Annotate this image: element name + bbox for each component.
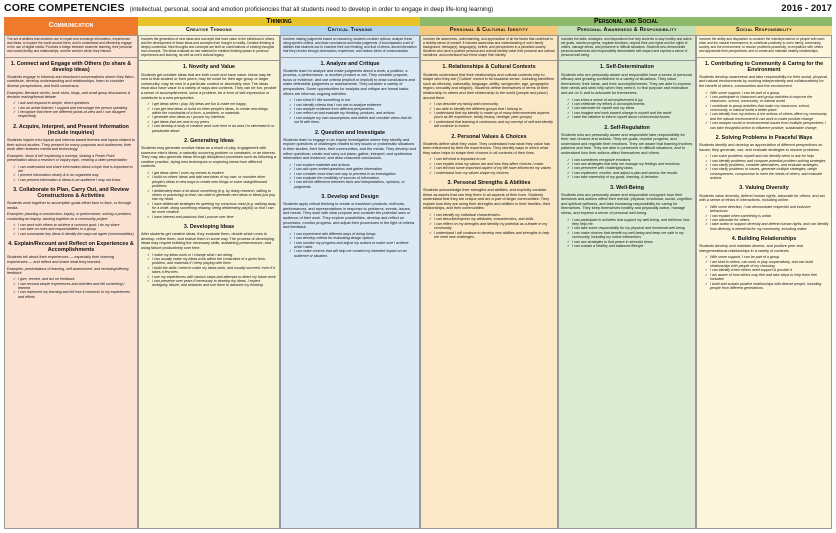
category-communication: Communication: [4, 17, 138, 35]
i-can-statement: ✓ I can take ownership of my goals, learning, & behavior.: [567, 175, 693, 179]
competency-grid: [4, 17, 832, 529]
section-heading: 1. Contributing to Community & Caring for the Environment: [704, 60, 824, 73]
i-can-statement: ✓ I can develop criteria for evaluating design options: [289, 236, 417, 240]
subheading-critical-thinking: Critical Thinking: [280, 26, 420, 35]
i-can-statement: ✓ I can use strategies to find peace in stressful times.: [567, 240, 693, 244]
section-heading: 2. Self-Regulation: [604, 124, 650, 131]
i-can-statement: ✓ I can tell how some important aspect of my life have influenced my values: [429, 166, 555, 170]
i-can-statement: ✓ I can sometimes recognize emotions.: [567, 158, 693, 162]
i-can-statement: ✓ I am kind to others, can work or play cooperatively, and can build relationships with people of my choosing.: [705, 260, 829, 269]
column-intro: Involves the awareness, understanding, and appreciation of all the facets that contribute to a healthy sense of oneself. It includes awareness and understanding of one's family background, heritage(s), language(s), beliefs, and perspectives in a pluralistic society. Students who have a positive personal and cultural identity value their personal and cultural narratives, and understand how these shape their identity.: [421, 36, 557, 61]
column-social-responsibility: [696, 35, 832, 529]
column-intro: The set of abilities that students use to impart and exchange information, experiences and ideas, to explore the world around them, and to understand and effectively engage in the use of digital media. Provides a bridge between students' learning, their personal and social identity and relationships, and the world in which they interact.: [5, 36, 137, 58]
competency-section: [7, 58, 135, 119]
competency-section: [283, 127, 417, 189]
competency-section: [7, 238, 135, 299]
i-can-statement: ✓ I can explore materials and actions.: [289, 163, 417, 167]
i-can-statement: ✓ I can implement, monitor, and adjust a plan and assess the results: [567, 171, 693, 175]
section-heading: 4. Explain/Recount and Reflect on Experiences & Accomplishments: [8, 241, 134, 254]
section-description: Students who are personally aware and responsible have a sense of personal efficacy and growing confidence in a variety of situations. They value themselves, their ideas, and their accomplishments. They are able to express their needs and seek help when they need it, to find purpose and motivation and act on it, and to advocate for themselves.: [561, 72, 692, 95]
section-description: Students apply critical thinking to create or transform products, methods, performances, and representations in response to problems, events, issues, and needs. They work with clear purpose and consider the potential uses or audience of their work. They explore possibilities, develop and reflect on processes, monitor progress, and adjust their procedures in the light of criteria and feedback.: [283, 202, 415, 230]
section-description: Students develop and maintain diverse, and positive peer and intergenerational relationships in a variety of contexts.: [699, 244, 803, 253]
section-description: Students get creative ideas that are both novel and have value. Ideas may be new to that student or their peers; may be novel for their age group or larger community; may be new in a particular context or absolutely new. The ideas must also have value in a variety of ways and contexts. They can be fun, provide a sense of accomplishment, solve a problem, be a form of self-expression or contribute to a new perspective.: [141, 72, 277, 100]
i-can-statement: ✓ I can take on roles and responsibilities in a group: [13, 227, 135, 231]
section-heading: 1. Analyze and Critique: [320, 60, 380, 67]
i-can-statement: ✓ I build the skills I need to make my ideas work, and usually succeed, even if it takes a few tries: [147, 266, 277, 275]
i-can-statements: [561, 98, 693, 120]
section-description: Students define what they value. They understand how what they value has been influenced by their life experiences. They identify ways in which what they value helps to shape their choices in all contexts of their lives.: [423, 141, 550, 155]
i-can-statements: [561, 158, 693, 180]
section-heading: 3. Collaborate to Plan, Carry Out, and Review Constructions & Activities: [13, 187, 129, 200]
section-description: Students who are personally aware and responsible take responsibility for their own choices and actions. They set goals, monitor progress, and understand and regulate their emotions. They are aware that learning involves patience and time. They are able to persevere in difficult situations, and to understand how their actions affect themselves and others.: [561, 132, 693, 156]
i-can-statements: [7, 223, 135, 236]
i-can-statements: [141, 253, 277, 288]
i-can-statement: ✓ I can analyze evidence from different perspectives: [289, 107, 417, 111]
section-heading: 3. Develop and Design: [321, 194, 379, 201]
column-intro: Involves the ability and disposition to consider the interdependence of people with each other and the natural environment; to contribute positively to one's family, community, society, and the environment; to resolve problems peacefully; to empathize with others and appreciate their perspectives; and to create and maintain healthy relationships.: [697, 36, 831, 58]
i-can-statement: ✓ I can identify how my actions & the actions of others affect my community and the natural environment & can work to make positive change: [705, 112, 829, 121]
i-can-statement: ✓ I can usually make my ideas work within the constraints of a given form, problem, and materials if I keep playing with them: [147, 257, 277, 266]
i-can-statement: ✓ I build on others' ideas and add new ideas of my own, or combine other people's ideas in new ways to create new things or solve straightforward problems: [147, 175, 277, 188]
i-can-statement: ✓ I can make choices that benefit my well-being and keep me safe in my community, including my online interactions: [567, 231, 693, 240]
i-can-statement: ✓ With some support, I can be part of a group.: [705, 91, 829, 95]
i-can-statement: ✓ I have deliberate strategies for quieting my conscious mind (e.g. walking away for a while, doing something relaxing, being deliberately playful) so that I can be more creative.: [147, 202, 277, 215]
i-can-statement: ✓ I can describe/express my attributes, characteristics, and skills.: [429, 217, 555, 221]
competency-section: [283, 191, 417, 258]
school-year: 2016 - 2017: [781, 3, 832, 14]
i-can-statement: ✓ I get ideas that are new to my peers: [147, 120, 277, 124]
column-creative-thinking: [138, 35, 280, 529]
section-heading: 1. Novelty and Value: [182, 64, 236, 71]
i-can-statement: ✓ I can participate in activities that support my well-being, and tell/show how they help me.: [567, 218, 693, 227]
section-examples: Examples: presentations of learning, self-assessment, and receiving/offering feedback: [7, 266, 129, 275]
section-heading: 4. Building Relationships: [731, 236, 797, 242]
i-can-statement: ✓ I can identify criteria that I can use to analyze evidence: [289, 103, 417, 107]
section-heading: 2. Personal Values & Choices: [451, 133, 527, 140]
i-can-statement: ✓ I can identify when others need support & provide it.: [705, 268, 829, 272]
i-can-statement: ✓ I generate new ideas as I pursue my interests: [147, 115, 277, 119]
section-description: Students learn to engage in an inquiry investigation where they identify and explore questions or challenges related to key issues or problematic situations in their studies, their lives, their communities, and the media. They develop and refine questions; create and carry out plans; gather, interpret, and synthesize information and evidence; and draw reasoned conclusions.: [283, 137, 416, 161]
i-can-statement: ✓ I can advocate for myself and my ideas: [567, 106, 693, 110]
i-can-statements: [283, 232, 417, 258]
i-can-statements: [423, 102, 555, 128]
i-can-statements: [7, 277, 135, 299]
i-can-statement: ✓ I can monitor my progress and adjust my actions to make sure I achieve what I want.: [289, 241, 417, 250]
section-heading: 2. Solving Problems in Peaceful Ways: [715, 134, 813, 141]
section-description: Students learn to analyze and make judgments about a work, a position, a process, a performance, or another product or act. They consider purpose, focus or evidence, and use criteria (explicit or implicit) to draw conclusions and make defensible judgments or assessments. They consider a variety of perspectives. Some opportunities for analysis and critique are formal tasks; others are informal, ongoing activities.: [283, 68, 415, 96]
competency-section: [141, 61, 277, 132]
i-can-statement: ✓ I ask and respond to simple, direct questions: [13, 101, 135, 105]
competency-section: [141, 221, 277, 288]
i-can-statement: ✓ I can use strategies that help me manage my feelings and emotions.: [567, 162, 693, 166]
i-can-statement: ✓ I can participate in classroom and group activities to improve the classroom, school, community, or natural world.: [705, 95, 829, 104]
column-intro: Involves the generation of new ideas and concepts that have value to the individual or others, and the development of those ideas and concepts from thought to reality. Creative thinking is deeply contextual. New thoughts and concepts are built on combinations of existing thoughts and concepts. The ideas evaluate as raw material for creative thinking spawn in previous experiences and learning, as well as one's cultural legacy.: [139, 36, 279, 61]
i-can-statement: ✓ I deliberately learn a lot about something (e.g. by doing research, talking to others or practicing) so that I am able to generate new ideas or ideas just pop into my head.: [147, 189, 277, 202]
section-description: Students develop awareness and take responsibility for their social, physical, and natural environments by working independently and collaboratively for the benefit of others, communities and the environment.: [699, 74, 828, 88]
i-can-statement: ✓ I take action to support diversity and defend human rights, and can identify how diversity is beneficial for my community, including online.: [705, 222, 829, 231]
section-description: After students get creative ideas, they evaluate them, decide which ones to develop, refine them, and realize them in some way. The process of developing ideas may require building the necessary skills, sustaining perseverance, and using failure productively over time.: [141, 232, 275, 251]
section-description: Students value diversity, defend human rights, advocate for others, and act with a sense of ethics in interactions, including online.: [699, 193, 825, 203]
i-can-statement: ✓ I build and sustain positive relationships with diverse people, including people from different generations.: [705, 282, 829, 291]
section-heading: 3. Well-Being: [610, 184, 644, 191]
i-can-statement: ✓ I can tell what is important to me.: [429, 157, 555, 161]
i-can-statement: ✓ I can describe my family and community.: [429, 102, 555, 106]
i-can-statement: ✓ I have interest and passions that I pursue over time: [147, 215, 277, 219]
i-can-statement: ✓ I contribute to group activities that make my classroom, school, community, or natural world a better place.: [705, 104, 829, 113]
section-examples: Examples: literature circles, book clubs, blogs, and small group discussions & decision making/formal debate: [7, 90, 131, 99]
page-title: CORE COMPETENCIES: [4, 2, 125, 14]
i-can-statements: [699, 91, 829, 130]
i-can-statement: ✓ I can summarize key ideas & identify the ways we agree (commonalities): [13, 232, 135, 236]
i-can-statement: ✓ I can analyze social or environmental issues from multiple perspectives; I can take thoughtful action to influence positive, sustainable change.: [705, 121, 829, 130]
section-heading: 3. Personal Strengths & Abilities: [447, 179, 531, 186]
i-can-statement: ✓ I am aware of how others may feel and take steps to help them feel included.: [705, 273, 829, 282]
competency-section: [699, 182, 829, 231]
i-can-statement: ✓ I understand how my values shape my choices.: [429, 171, 555, 175]
i-can-statements: [699, 205, 829, 231]
i-can-statements: [7, 165, 135, 183]
i-can-statement: ✓ I can show a sense of accomplishment & joy: [567, 98, 693, 102]
i-can-statement: ✓ I take the initiative to inform myself about controversial issues: [567, 115, 693, 119]
i-can-statement: ✓ I understand that my identity is made up of many interconnected aspects (such as life experience, family history, heritage, peer groups): [429, 111, 555, 120]
i-can-statement: ✓ I am able to identify the different groups that I belong to.: [429, 107, 555, 111]
i-can-statement: ✓ I am an active listener; I support and encourage the person speaking: [13, 106, 135, 110]
i-can-statement: ✓ I can solve problems myself and can identify when to ask for help.: [705, 154, 829, 158]
section-heading: 3. Valuing Diversity: [739, 185, 789, 192]
section-heading: 2. Question and Investigate: [314, 129, 386, 136]
i-can-statement: ✓ I can clarify problems or issues, generate multiple strategies, weigh consequences, compromise to meet the needs of others, and evaluate actions: [705, 167, 829, 180]
section-heading: 1. Self-Determination: [600, 64, 654, 71]
i-can-statements: [423, 213, 555, 239]
section-heading: 3. Developing Ideas: [183, 224, 235, 231]
column-personal-cultural-identity: [420, 35, 558, 529]
i-can-statement: ✓ I can advocate for others: [705, 218, 829, 222]
i-can-statement: ✓ I can ask open-ended questions and gather information: [289, 167, 417, 171]
i-can-statement: ✓ I can recount simple experiences and activities and tell something I learned: [13, 282, 135, 291]
i-can-statement: ✓ I can persevere with challenging tasks: [567, 166, 693, 170]
i-can-statements: [7, 101, 135, 119]
section-heading: 2. Generating Ideas: [184, 137, 234, 144]
competency-section: [423, 61, 555, 128]
i-can-statements: [141, 171, 277, 219]
category-thinking: Thinking: [138, 17, 420, 26]
i-can-statement: ✓ I make my ideas work or I change what I am doing.: [147, 253, 277, 257]
i-can-statement: ✓ I can identify my individual characteristics.: [429, 213, 555, 217]
section-description: Students acknowledge their strengths and abilities, and explicitly consider these as assets that can help them in all aspects of their lives. Students understand that they are unique and are a part of larger communities. They explain how they are using their strengths and abilities in their families, their relationships, and their communities.: [423, 187, 551, 211]
i-can-statement: ✓ I can clarify problems, consider alternatives, and evaluate strategies.: [705, 163, 829, 167]
i-can-statement: ✓ I understand that learning is continuous and my concept of self and identity will continue to evolve.: [429, 120, 555, 129]
i-can-statements: [283, 163, 417, 189]
i-can-statement: ✓ I can explain when something is unfair.: [705, 214, 829, 218]
section-examples: Examples: 'show & tell' explaining a concept, sharing a Power Point presentation about a research or inquiry topic, creating a video presentation: [7, 153, 128, 163]
category-personal-social: Personal and Social: [420, 17, 832, 26]
i-can-statement: ✓ I can analyze my own assumptions and beliefs and consider views that do not fit with them.: [289, 116, 417, 125]
i-can-statement: ✓ I can experiment with different ways of doing things: [289, 232, 417, 236]
section-heading: 1. Connect and Engage with Others (to share & develop ideas): [10, 60, 132, 73]
section-heading: 1. Relationships & Cultural Contexts: [442, 64, 536, 71]
section-description: Students inquire into topical and interest-based themes and topics related to their school studies. They present for many purposes and audiences; their work often features media and technology.: [7, 137, 135, 152]
i-can-statement: ✓ I can consider more than one way to proceed in an investigation: [289, 172, 417, 176]
page-subtitle: (intellectual, personal, social and emotion proficiencies that all students need to develop in order to engage in deep life-long learning): [129, 6, 494, 13]
i-can-statements: [423, 157, 555, 175]
competency-section: [141, 135, 277, 219]
section-description: Students work together to accomplish goals either face to face, or through media.: [7, 201, 132, 210]
competency-section: [7, 184, 135, 236]
i-can-statement: ✓ I can develop a body of creative work over time in an area I'm interested in or passionate about: [147, 124, 277, 133]
i-can-statement: ✓ I give, receive, and act on feedback: [13, 277, 135, 281]
i-can-statement: ✓ I can make choices that will help me created my intended impact on an audience or situation.: [289, 249, 417, 258]
i-can-statement: ✓ I can present information & ideas to an audience I may not know: [13, 178, 135, 182]
section-description: Students identify and develop an appreciation of different perspectives on issues; they generate, use, and evaluate strategies to resolve problems.: [699, 142, 823, 152]
section-heading: 2. Acquire, Interpret, and Present Information (include inquiries): [13, 123, 129, 136]
i-can-statement: ✓ I can explain what my values are and how they affect choices I make.: [429, 162, 555, 166]
competency-section: [423, 131, 555, 175]
subheading-personal-awareness: Personal Awareness & Responsibility: [558, 26, 696, 35]
i-can-statement: ✓ I can reflect on and evaluate my thinking, products, and actions: [289, 111, 417, 115]
competency-section: [561, 61, 693, 119]
i-can-statement: ✓ I can celebrate my efforts & accomplishments: [567, 102, 693, 106]
section-description: Students tell about their experiences — especially their learning experiences — and reflect and share what they learned.: [7, 255, 115, 264]
i-can-statements: [699, 255, 829, 290]
section-examples: Examples: planning a construction, inquiry, or performance, solving a problem, conducting an inquiry, working together on a community project: [7, 212, 132, 221]
i-can-statement: ✓ I can show if I like something or not: [289, 98, 417, 102]
competency-section: [423, 177, 555, 239]
i-can-statement: ✓ I can sustain a healthy and balanced lifestyle: [567, 244, 693, 248]
column-communication: [4, 35, 138, 529]
i-can-statement: ✓ I can preserve over years if necessary to develop my ideas. I expect ambiguity, failure, and setbacks and use them to advance my thinking: [147, 279, 277, 288]
column-intro: Involves making judgments based on reasoning: students consider options, analyze these using specific criteria, and draw conclusions and make judgments. It encompasses a set of abilities that students use to examine their own thinking, and that of others, about information that they receive through observation, experience, and various forms of communication.: [281, 36, 419, 58]
section-description: Students engage in informal and structured conversations where they listen, contribute, develop understanding and relationships, learn to consider diverse perspectives, and build consensus.: [7, 74, 135, 88]
i-can-statement: ✓ I can get new ideas or build on other people's ideas, to create new things within the constraints of a form, a problem, or materials: [147, 107, 277, 116]
page-header: [4, 2, 832, 16]
i-can-statement: ✓ I can represent my learning and tell how it connects to my experiences and efforts: [13, 290, 135, 299]
i-can-statement: ✓ I use my experiences with various steps and attempts to direct my future work: [147, 275, 277, 279]
section-description: Students understand that their relationships and cultural contexts help to shape who they are ('Culture' meant in its broadest sense, including identifiers such as ethnicity, nationality, language, ability, sex/gender, age, geographic region, sexuality and religion). Students define themselves in terms of their relationship to others and their relationship to the world (people and place) around them.: [423, 72, 555, 100]
i-can-statement: ✓ With some support, I can be part of a group.: [705, 255, 829, 259]
column-intro: Includes the skills, strategies, and dispositions that help students to stay healthy and active, set goals, monitor progress, regulate emotions, respect their own rights and the rights of others, manage stress, and persevere in difficult situations. Students who demonstrate personal awareness and responsibility demonstrate self-respect and express a sense of personal well-being.: [559, 36, 695, 61]
subheading-personal-cultural-identity: Personal & Cultural Identity: [420, 26, 558, 35]
column-critical-thinking: [280, 35, 420, 529]
i-can-statement: ✓ With some direction, I can demonstrate respectful and inclusive behaviours.: [705, 205, 829, 214]
i-can-statements: [141, 102, 277, 133]
competency-section: [699, 132, 829, 181]
i-can-statement: ✓ I can identify problems and compare potential problem-solving strategies: [705, 159, 829, 163]
i-can-statement: ✓ I can evaluate the credibility of sources of information.: [289, 176, 417, 180]
subheading-social-responsibility: Social Responsibility: [696, 26, 832, 35]
i-can-statements: [283, 98, 417, 124]
section-description: Students who are personally aware and responsible recognize how their decisions and actions affect their mental, physical, emotional, social, cognitive, and spiritual wellness, and take increasing responsibility for caring for themselves. They keep themselves healthy and physically active, manage stress, and express a sense of personal well-being.: [561, 192, 693, 216]
i-can-statement: ✓ I can take some responsibility for my physical and emotional well-being: [567, 226, 693, 230]
section-description: Students may generate creative ideas as a result of play, engagement with someone else's ideas, a naturally occurring problem or constraint, or an interest. They may also generate ideas through disciplined processes such as following a creative practice, trying new techniques or exploring ideas from different contexts.: [141, 145, 277, 169]
i-can-statement: ✓ I understand I will continue to develop new abilities and strengths to help me meet new challenges.: [429, 231, 555, 240]
i-can-statement: ✓ I can reflect on my strengths and identify my potential as a leader in my community.: [429, 222, 555, 231]
competency-section: [7, 121, 135, 182]
subheading-creative-thinking: Creative Thinking: [138, 26, 280, 35]
i-can-statement: ✓ I can understand and share information about a topic that is important to me: [13, 165, 135, 174]
i-can-statement: ✓ I present information clearly & in an organized way: [13, 173, 135, 177]
competency-section: [283, 58, 417, 125]
i-can-statement: ✓ I get ideas when I play. My ideas are fun & make me happy.: [147, 102, 277, 106]
competency-section: [561, 182, 693, 249]
i-can-statement: ✓ I can imagine and work toward change in myself and the world: [567, 111, 693, 115]
competency-section: [699, 58, 829, 130]
i-can-statements: [561, 218, 693, 249]
i-can-statement: ✓ I recognize that there are different points-of-view and I can disagree respectfully: [13, 110, 135, 119]
i-can-statement: ✓ I get ideas when I uses my senses to explore.: [147, 171, 277, 175]
competency-section: [699, 233, 829, 290]
i-can-statements: [699, 154, 829, 180]
i-can-statement: ✓ I can work with others to achieve a common goal; I do my share: [13, 223, 135, 227]
column-personal-awareness: [558, 35, 696, 529]
competency-section: [561, 122, 693, 180]
i-can-statement: ✓ I can tell the difference between facts and interpretations, opinions, or judgments.: [289, 180, 417, 189]
